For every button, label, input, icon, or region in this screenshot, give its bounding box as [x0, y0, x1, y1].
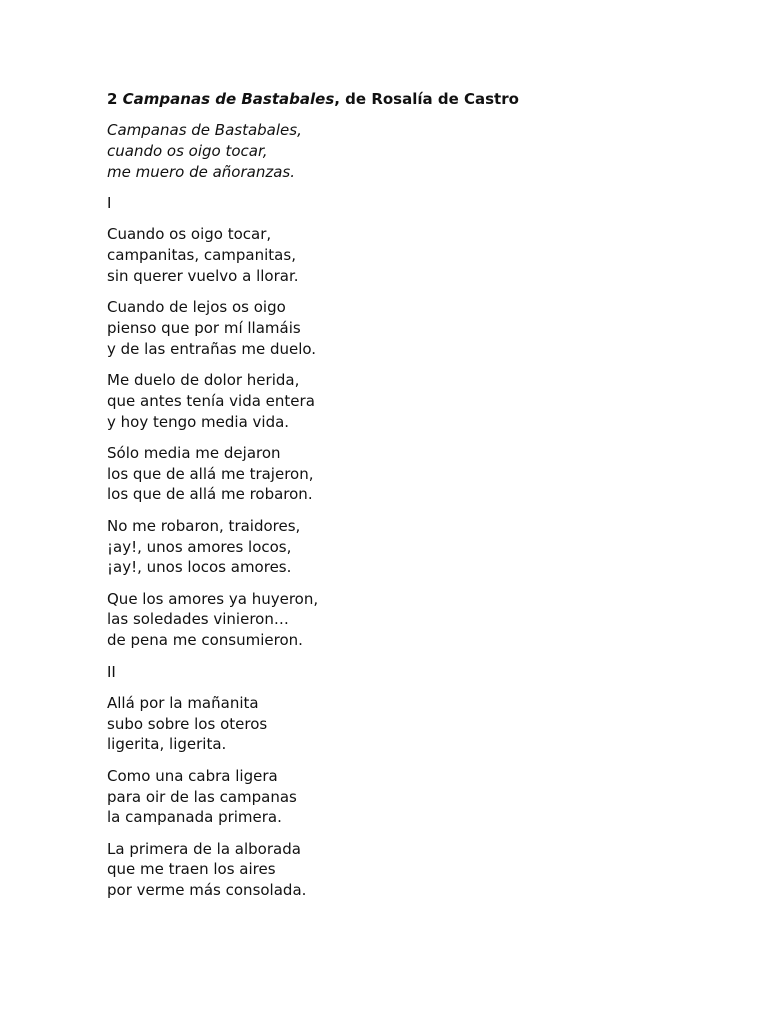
- verse-line: para oir de las campanas: [107, 787, 297, 806]
- verse-line: No me robaron, traidores,: [107, 516, 301, 535]
- stanza: [107, 297, 707, 359]
- verse-line: ligerita, ligerita.: [107, 735, 227, 754]
- stanza: [107, 516, 707, 578]
- stanza: [107, 766, 707, 828]
- verse-line: ¡ay!, unos amores locos,: [107, 537, 292, 556]
- heading-title: Campanas de Bastabales: [122, 90, 335, 108]
- stanza: [107, 370, 707, 432]
- epigraph-line: Campanas de Bastabales,: [107, 121, 302, 139]
- verse-line: por verme más consolada.: [107, 881, 307, 900]
- poem-heading: [107, 89, 707, 110]
- verse-line: Cuando de lejos os oigo: [107, 298, 286, 317]
- epigraph-line: me muero de añoranzas.: [107, 162, 295, 181]
- stanza: [107, 589, 707, 651]
- verse-line: Allá por la mañanita: [107, 693, 259, 712]
- stanza: [107, 224, 707, 286]
- verse-line: las soledades vinieron…: [107, 610, 289, 629]
- heading-byline: , de Rosalía de Castro: [334, 90, 519, 108]
- verse-line: campanitas, campanitas,: [107, 245, 296, 264]
- epigraph: [107, 120, 707, 182]
- verse-line: que antes tenía vida entera: [107, 391, 315, 410]
- verse-line: subo sobre los oteros: [107, 714, 268, 733]
- verse-line: y de las entrañas me duelo.: [107, 339, 317, 358]
- stanza: [107, 693, 707, 755]
- heading-number: 2: [107, 90, 118, 108]
- verse-line: Cuando os oigo tocar,: [107, 225, 272, 244]
- verse-line: Como una cabra ligera: [107, 766, 278, 785]
- verse-line: sin querer vuelvo a llorar.: [107, 266, 299, 285]
- verse-line: ¡ay!, unos locos amores.: [107, 558, 292, 577]
- epigraph-line: cuando os oigo tocar,: [107, 141, 268, 160]
- verse-line: Que los amores ya huyeron,: [107, 589, 319, 608]
- section-label-i: I: [107, 193, 112, 212]
- verse-line: Me duelo de dolor herida,: [107, 370, 300, 389]
- verse-line: pienso que por mí llamáis: [107, 318, 301, 337]
- verse-line: La primera de la alborada: [107, 839, 301, 858]
- verse-line: que me traen los aires: [107, 860, 276, 879]
- verse-line: los que de allá me trajeron,: [107, 464, 314, 483]
- verse-line: los que de allá me robaron.: [107, 485, 313, 504]
- verse-line: la campanada primera.: [107, 808, 282, 827]
- verse-line: de pena me consumieron.: [107, 631, 303, 650]
- verse-line: Sólo media me dejaron: [107, 443, 281, 462]
- verse-line: y hoy tengo media vida.: [107, 412, 290, 431]
- stanza: [107, 839, 707, 901]
- document-page: [107, 89, 707, 912]
- section-label-ii: II: [107, 662, 116, 681]
- stanza: [107, 443, 707, 505]
